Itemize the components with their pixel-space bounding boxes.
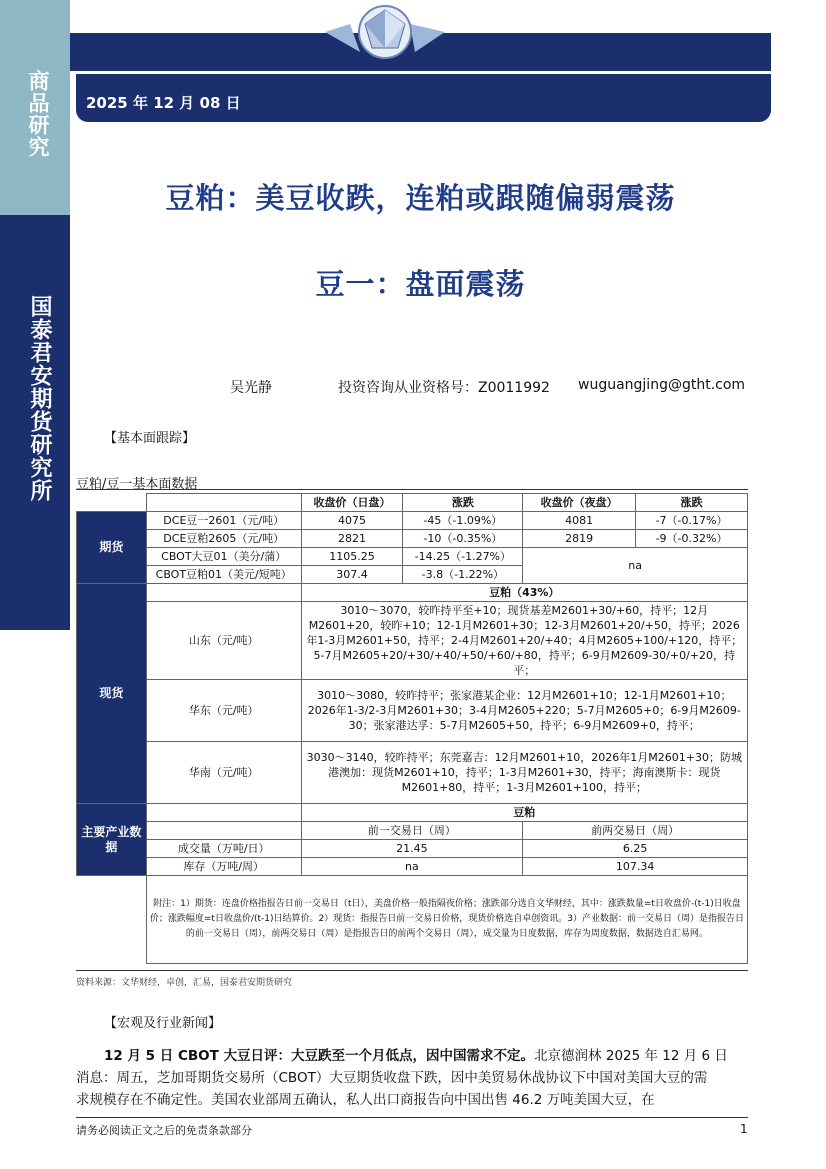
header-day-change: 涨跌 (403, 494, 523, 512)
category-spot: 现货 (77, 584, 147, 804)
footer-rule (76, 1117, 748, 1118)
spot-header-row (77, 584, 748, 602)
day-change: -3.8（-1.22%） (403, 566, 523, 584)
report-date: 2025 年 12 月 08 日 (86, 94, 241, 112)
industry-cols-row (77, 822, 748, 840)
page-number: 1 (740, 1122, 748, 1136)
news-body-line-2: 求规模存在不确定性。美国农业部周五确认，私人出口商报告向中国出售 46.2 万吨美国大豆，在 (76, 1092, 655, 1108)
section-macro: 【宏观及行业新闻】 (104, 1016, 222, 1031)
header-day-close: 收盘价（日盘） (301, 494, 403, 512)
table-row (77, 512, 748, 530)
contract-name: DCE豆一2601（元/吨） (146, 512, 301, 530)
author-license: 投资咨询从业资格号：Z0011992 (338, 380, 550, 396)
industry-col-prev1: 前一交易日（周） (301, 822, 523, 840)
news-first-line (76, 1045, 748, 1067)
table-top-rule (76, 489, 748, 490)
table-header-row (77, 494, 748, 512)
table-row (77, 602, 748, 680)
night-close: 2819 (523, 530, 636, 548)
industry-name: 库存（万吨/周） (146, 858, 301, 876)
report-subtitle: 豆一：盘面震荡 (315, 267, 526, 301)
spot-region: 华南（元/吨） (146, 742, 301, 804)
report-title: 豆粕：美豆收跌，连粕或跟随偏弱震荡 (165, 181, 676, 215)
industry-prev1: 21.45 (301, 840, 523, 858)
table-source: 资料来源：文华财经，卓创，汇易，国泰君安期货研究 (76, 978, 293, 988)
industry-header-row (77, 804, 748, 822)
day-change: -10（-0.35%） (403, 530, 523, 548)
table-row (77, 742, 748, 804)
spot-region: 山东（元/吨） (146, 602, 301, 680)
header-night-change: 涨跌 (636, 494, 748, 512)
news-body-line-1: 消息：周五，芝加哥期货交易所（CBOT）大豆期货收盘下跌，因中美贸易休战协议下中国对美国大豆的需 (76, 1070, 708, 1086)
header-night-close: 收盘价（夜盘） (523, 494, 636, 512)
industry-prev2: 6.25 (523, 840, 748, 858)
author-email[interactable]: wuguangjing@gtht.com (578, 377, 746, 393)
day-change: -45（-1.09%） (403, 512, 523, 530)
note-row (77, 876, 748, 964)
contract-name: DCE豆粕2605（元/吨） (146, 530, 301, 548)
spot-quote: 3010～3080，较昨持平；张家港某企业：12月M2601+10；12-1月M2601+10；2026年1-3/2-3月M2601+30；3-4月M2605+220；5-7月M2605+0；6-9月M2609-30；张家港达孚：5-7月M2605+50，持平；6-9月M2609+0，持平； (301, 680, 747, 742)
news-headline: 12 月 5 日 CBOT 大豆日评：大豆跌至一个月低点，因中国需求不定。 (104, 1048, 535, 1064)
industry-prev2: 107.34 (523, 858, 748, 876)
industry-header: 豆粕 (301, 804, 747, 822)
day-close: 2821 (301, 530, 403, 548)
sidebar-top-label: 商品研究 (26, 70, 50, 158)
category-futures: 期货 (77, 512, 147, 584)
contract-name: CBOT大豆01（美分/蒲） (146, 548, 301, 566)
spot-header: 豆粕（43%） (301, 584, 747, 602)
table-row (77, 548, 748, 566)
industry-name: 成交量（万吨/日） (146, 840, 301, 858)
section-fundamentals: 【基本面跟踪】 (104, 431, 196, 446)
day-close: 307.4 (301, 566, 403, 584)
footer-disclaimer[interactable]: 请务必阅读正文之后的免责条款部分 (76, 1124, 252, 1137)
news-lead: 北京德润林 2025 年 12 月 6 日 (534, 1048, 728, 1064)
category-industry: 主要产业数据 (77, 804, 147, 876)
industry-prev1: na (301, 858, 523, 876)
day-close: 1105.25 (301, 548, 403, 566)
night-na: na (523, 548, 748, 584)
spot-quote: 3010～3070，较昨持平至+10；现货基差M2601+30/+60，持平；12月M2601+20，较昨+10；12-1月M2601+30；12-3月M2601+20/+50，持平；2026年1-3月M2601+50，持平；2-4月M2601+20/+40；4月M2605+100/+120，持平；5-7月M2605+20/+30/+40/+50/+60/+80，持平；6-9月M2609-30/+0/+20，持平； (301, 602, 747, 680)
sidebar-top (0, 0, 70, 215)
spot-region: 华东（元/吨） (146, 680, 301, 742)
fundamentals-table (76, 493, 748, 964)
contract-name: CBOT豆粕01（美元/短吨） (146, 566, 301, 584)
table-title: 豆粕/豆一基本面数据 (76, 477, 198, 492)
table-row (77, 840, 748, 858)
night-change: -9（-0.32%） (636, 530, 748, 548)
day-close: 4075 (301, 512, 403, 530)
night-close: 4081 (523, 512, 636, 530)
table-row (77, 858, 748, 876)
night-change: -7（-0.17%） (636, 512, 748, 530)
industry-col-prev2: 前两交易日（周） (523, 822, 748, 840)
spot-quote: 3030～3140，较昨持平；东莞嘉吉：12月M2601+10，2026年1月M2601+30；防城港澳加：现货M2601+10，持平；1-3月M2601+30，持平；海南澳斯卡：现货M2601+80，持平；1-3月M2601+100，持平； (301, 742, 747, 804)
sidebar-bottom (0, 215, 70, 630)
day-change: -14.25（-1.27%） (403, 548, 523, 566)
table-row (77, 530, 748, 548)
table-note: 附注：1）期货：连盘价格指报告日前一交易日（t日），美盘价格一般指隔夜价格；涨跌部分选自文华财经，其中：涨跌数量=t日收盘价-(t-1)日收盘价；涨跌幅度=t日收盘价/(t-1)日结算价。2）现货：指报告日前一交易日价格，现货价格选自卓创资讯。3）产业数据：前一交易日（周）是指报告日的前一交易日（周），前两交易日（周）是指报告日的前两个交易日（周），成交量为日度数据，库存为周度数据，数据选自汇易网。 (146, 876, 747, 964)
sidebar-bottom-label: 国泰君安期货研究所 (27, 295, 52, 502)
table-row (77, 680, 748, 742)
diamond-logo-icon (320, 2, 450, 64)
author-name: 吴光静 (230, 380, 272, 396)
table-bottom-rule (76, 970, 748, 971)
